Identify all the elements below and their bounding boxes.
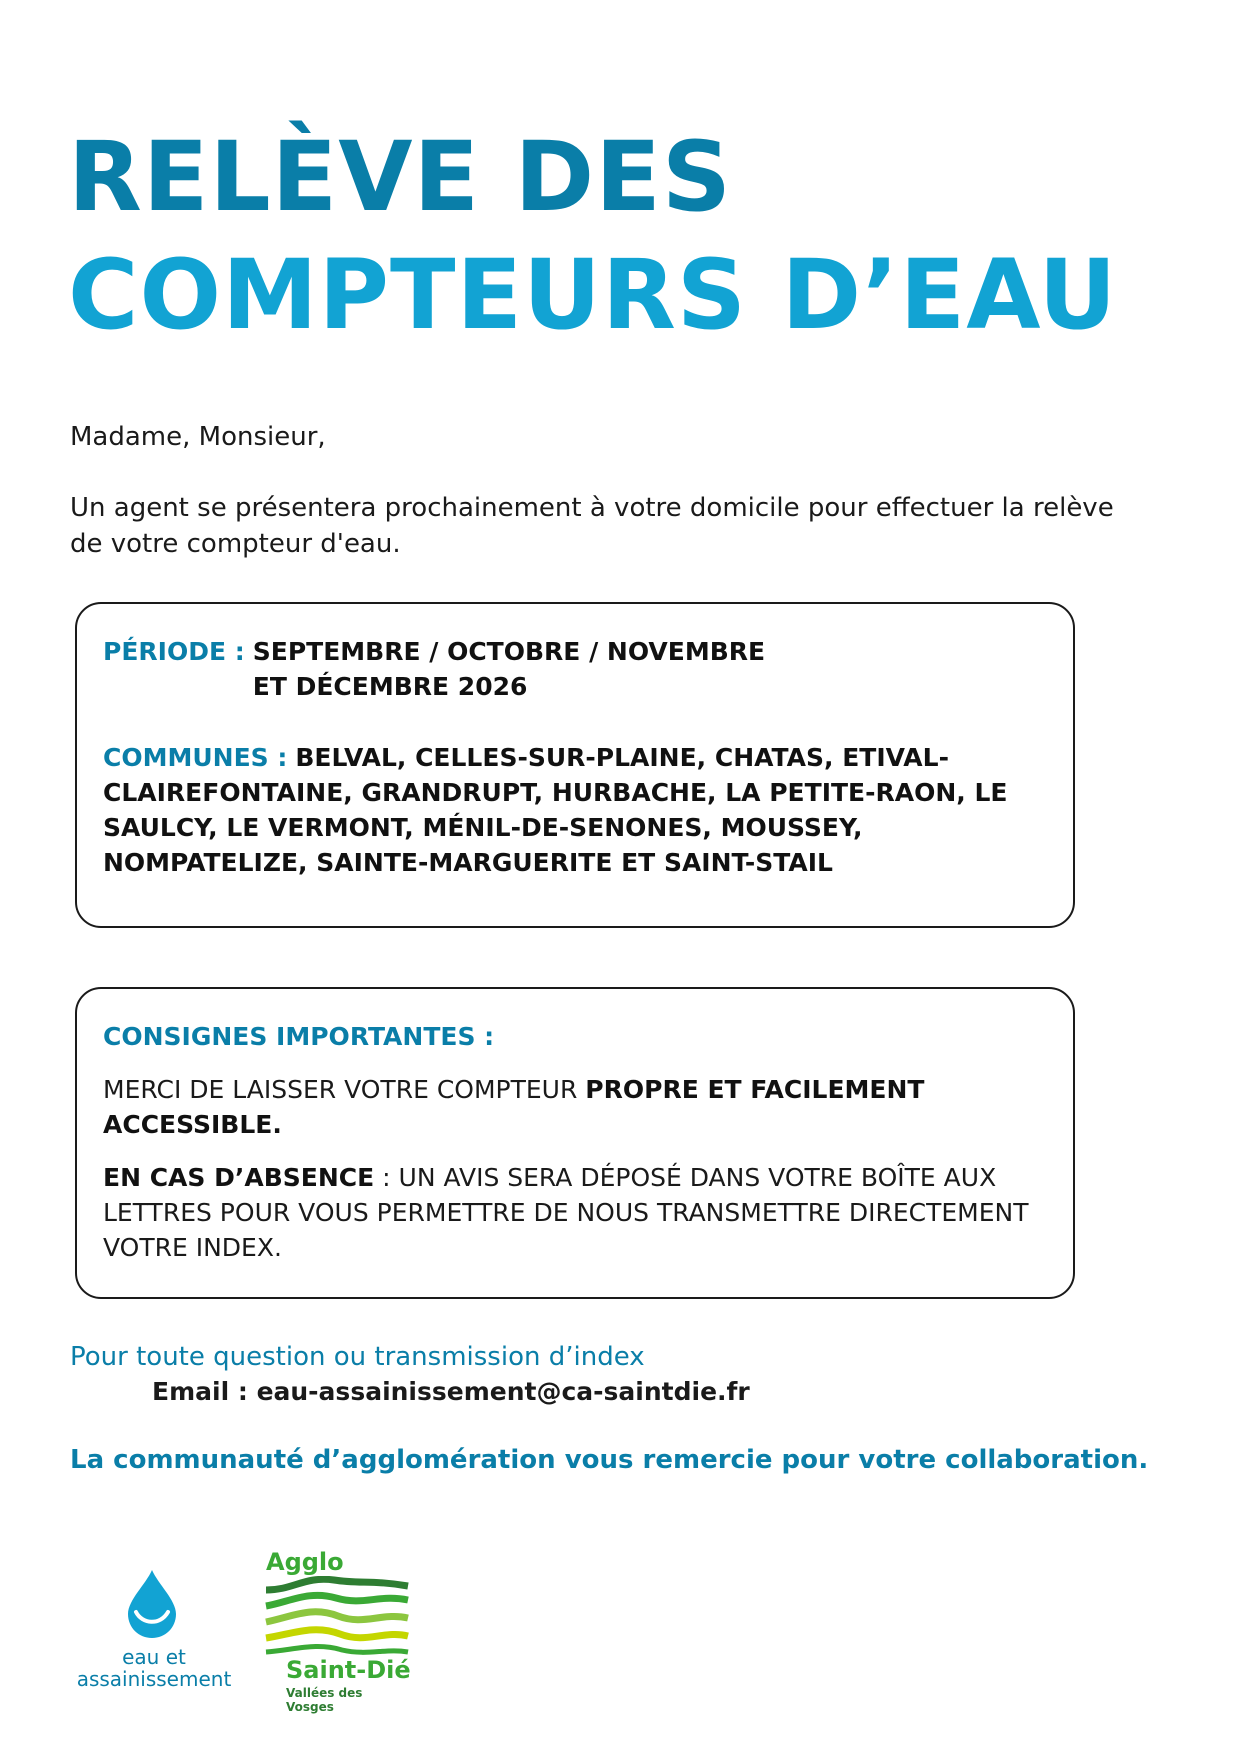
agglo-logo-top: Agglo: [266, 1548, 344, 1576]
email-link[interactable]: eau-assainissement@ca-saintdie.fr: [256, 1377, 750, 1406]
periode-row: [103, 634, 765, 704]
consigne-compteur-text: MERCI DE LAISSER VOTRE COMPTEUR: [103, 1075, 578, 1104]
communes-row: [103, 740, 1053, 880]
contact-email-row: [152, 1375, 750, 1409]
email-label: Email :: [152, 1377, 248, 1406]
info-box: [75, 602, 1075, 928]
consigne-absence-text: : UN AVIS SERA DÉPOSÉ DANS VOTRE BOÎTE AUX LETTRES POUR VOUS PERMETTRE DE NOUS TRANSMETTRE DIRECTEMENT VOTRE INDEX.: [103, 1163, 1029, 1262]
communes-list: BELVAL, CELLES-SUR-PLAINE, CHATAS, ETIVAL-CLAIREFONTAINE, GRANDRUPT, HURBACHE, LA PETITE-RAON, LE SAULCY, LE VERMONT, MÉNIL-DE-SENONES, MOUSSEY, NOMPATELIZE, SAINTE-MARGUERITE ET SAINT-STAIL: [103, 743, 1008, 877]
consignes-title: CONSIGNES IMPORTANTES :: [103, 1022, 495, 1051]
agglo-logo-subtitle: Vallées des Vosges: [286, 1686, 363, 1714]
consigne-absence-bold: EN CAS D’ABSENCE: [103, 1163, 375, 1192]
hills-waves-icon: [264, 1576, 410, 1656]
water-drop-icon: [120, 1568, 184, 1640]
consigne-compteur: [103, 1072, 1053, 1142]
periode-values: [253, 634, 765, 704]
consignes-box: [75, 987, 1075, 1299]
periode-line-1: SEPTEMBRE / OCTOBRE / NOVEMBRE: [252, 637, 766, 666]
contact-question: Pour toute question ou transmission d’index: [70, 1342, 645, 1372]
intro-paragraph: Un agent se présentera prochainement à votre domicile pour effectuer la relève de votre compteur d'eau.: [70, 493, 1114, 559]
agglo-logo-city: Saint-Dié: [286, 1656, 411, 1684]
title-line-1: RELÈVE DES: [68, 121, 732, 233]
title-line-2: COMPTEURS D’EAU: [68, 239, 1118, 351]
agglo-saint-die-logo: [262, 1548, 412, 1714]
communes-label: COMMUNES :: [103, 743, 288, 772]
periode-label: PÉRIODE :: [103, 637, 245, 666]
periode-line-2: ET DÉCEMBRE 2026: [252, 672, 528, 701]
thanks-message: La communauté d’agglomération vous remercie pour votre collaboration.: [70, 1445, 1149, 1475]
consignes-content: [103, 1019, 1053, 1265]
eau-logo-line-2: assainissement: [76, 1667, 232, 1691]
eau-assainissement-logo: [66, 1568, 242, 1698]
eau-logo-line-1: eau et: [122, 1645, 186, 1669]
consigne-absence: [103, 1160, 1053, 1265]
consigne-compteur-bold: PROPRE ET FACILEMENT ACCESSIBLE.: [103, 1075, 925, 1139]
greeting: Madame, Monsieur,: [70, 422, 326, 452]
page-title: [68, 118, 1117, 354]
eau-logo-text: [66, 1646, 242, 1690]
